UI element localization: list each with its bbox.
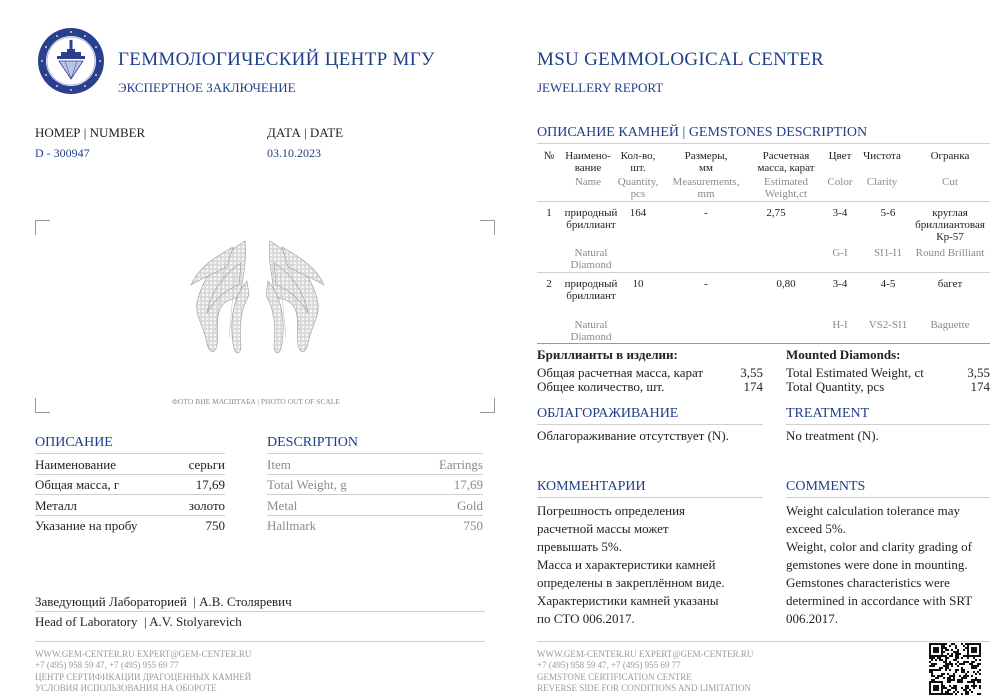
row1-name-en: Natural Diamond xyxy=(570,247,612,271)
desc-ru-label-metal: Металл xyxy=(35,498,77,513)
divider xyxy=(786,497,990,498)
msu-emblem-icon xyxy=(37,27,105,95)
divider xyxy=(35,474,225,475)
description-en-title: DESCRIPTION xyxy=(267,435,359,450)
footer-left-line: УСЛОВИЯ ИСПОЛЬЗОВАНИЯ НА ОБОРОТЕ xyxy=(35,683,217,693)
row2-name-en: Natural Diamond xyxy=(570,319,612,343)
desc-ru-label-item: Наименование xyxy=(35,457,116,472)
gemstones-title: ОПИСАНИЕ КАМНЕЙ | GEMSTONES DESCRIPTION xyxy=(537,125,868,140)
row1-size: - xyxy=(704,207,708,219)
row2-size: - xyxy=(704,278,708,290)
row1-clarity: 5-6 xyxy=(880,207,896,219)
description-ru-title: ОПИСАНИЕ xyxy=(35,435,113,450)
mounted-en-title: Mounted Diamonds: xyxy=(786,347,901,362)
en-title: MSU GEMMOLOGICAL CENTER xyxy=(537,49,824,70)
treatment-en-title: TREATMENT xyxy=(786,406,870,421)
row2-clarity-en: VS2-SI1 xyxy=(868,319,908,331)
row1-color-en: G-I xyxy=(832,247,848,259)
footer-left-line: WWW.GEM-CENTER.RU EXPERT@GEM-CENTER.RU xyxy=(35,649,252,659)
mounted-ru-qty-label: Общее количество, шт. xyxy=(537,379,665,394)
desc-en-label-item: Item xyxy=(267,457,291,472)
row2-name: природный бриллиант xyxy=(564,278,618,302)
divider xyxy=(267,494,483,495)
col-clarity-header: Чистота xyxy=(863,150,901,162)
col-weight-header-en: Estimated Weight,ct xyxy=(764,176,808,200)
desc-ru-label-hallmark: Указание на пробу xyxy=(35,518,138,533)
row1-clarity-en: SI1-I1 xyxy=(873,247,903,259)
signature-ru: Заведующий Лабораторией | А.В. Столяревич xyxy=(35,594,292,609)
row1-weight: 2,75 xyxy=(766,207,786,219)
divider xyxy=(35,611,485,612)
mounted-ru-weight-label: Общая расчетная масса, карат xyxy=(537,365,704,380)
row1-cut-en: Round Brilliant xyxy=(915,247,985,259)
col-size-header: Размеры, мм xyxy=(684,150,728,174)
qr-code-icon xyxy=(929,643,981,695)
photo-frame-corner xyxy=(480,220,495,235)
row2-color: 3-4 xyxy=(832,278,848,290)
divider xyxy=(35,453,225,454)
photo-caption: ФОТО ВНЕ МАСШТАБА | PHOTO OUT OF SCALE xyxy=(172,397,340,406)
divider xyxy=(537,143,990,144)
divider xyxy=(537,201,990,202)
number-value: D - 300947 xyxy=(35,146,90,160)
mounted-en-weight-label: Total Estimated Weight, ct xyxy=(786,365,924,380)
col-qty-header-en: Quantity, pcs xyxy=(617,176,659,200)
comment-ru-line: Погрешность определения xyxy=(537,503,686,518)
col-color-header-en: Color xyxy=(827,176,853,188)
ru-subtitle: ЭКСПЕРТНОЕ ЗАКЛЮЧЕНИЕ xyxy=(118,80,296,95)
col-name-header-en: Name xyxy=(574,176,602,188)
desc-en-value-metal: Gold xyxy=(457,498,483,513)
desc-en-label-weight: Total Weight, g xyxy=(267,477,347,492)
desc-ru-label-weight: Общая масса, г xyxy=(35,477,120,492)
footer-right-line: WWW.GEM-CENTER.RU EXPERT@GEM-CENTER.RU xyxy=(537,649,754,659)
comment-en-line: exceed 5%. xyxy=(786,521,846,536)
treatment-ru-title: ОБЛАГОРАЖИВАНИЕ xyxy=(537,406,679,421)
row1-name: природный бриллиант xyxy=(564,207,618,231)
number-label: НОМЕР | NUMBER xyxy=(35,125,146,140)
footer-divider xyxy=(35,641,485,642)
footer-right-line: GEMSTONE CERTIFICATION CENTRE xyxy=(537,672,692,682)
mounted-ru-weight-value: 3,55 xyxy=(740,365,763,380)
comment-en-line: 006.2017. xyxy=(786,611,838,626)
desc-en-value-item: Earrings xyxy=(438,457,483,472)
comment-ru-line: по СТО 006.2017. xyxy=(537,611,635,626)
desc-en-label-hallmark: Hallmark xyxy=(267,518,317,533)
col-size-header-en: Measurements, mm xyxy=(672,176,740,200)
comment-ru-line: расчетной массы может xyxy=(537,521,669,536)
row2-qty: 10 xyxy=(632,278,644,290)
divider xyxy=(786,424,990,425)
col-clarity-header-en: Clarity xyxy=(866,176,898,188)
treatment-ru-text: Облагораживание отсутствует (N). xyxy=(537,428,729,443)
desc-ru-value-metal: золото xyxy=(188,498,225,513)
divider xyxy=(537,343,990,344)
comment-ru-line: превышать 5%. xyxy=(537,539,622,554)
divider xyxy=(537,497,763,498)
col-cut-header: Огранка xyxy=(930,150,970,162)
comment-ru-line: Масса и характеристики камней xyxy=(537,557,716,572)
comment-en-line: Weight, color and clarity grading of xyxy=(786,539,972,554)
comment-en-line: Weight calculation tolerance may xyxy=(786,503,961,518)
comments-ru-title: КОММЕНТАРИИ xyxy=(537,479,646,494)
divider xyxy=(537,424,763,425)
earrings-photo xyxy=(185,233,330,373)
treatment-en-text: No treatment (N). xyxy=(786,428,879,443)
photo-frame-corner xyxy=(35,398,50,413)
comment-en-line: gemstones were done in mounting. xyxy=(786,557,968,572)
photo-frame-corner xyxy=(480,398,495,413)
en-subtitle: JEWELLERY REPORT xyxy=(537,80,664,95)
mounted-en-qty-value: 174 xyxy=(970,379,990,394)
ru-title: ГЕММОЛОГИЧЕСКИЙ ЦЕНТР МГУ xyxy=(118,49,435,70)
comment-ru-line: определены в закреплённом виде. xyxy=(537,575,725,590)
photo-frame-corner xyxy=(35,220,50,235)
col-num-header: № xyxy=(543,150,555,162)
desc-en-label-metal: Metal xyxy=(267,498,298,513)
footer-right-line: REVERSE SIDE FOR CONDITIONS AND LIMITATION xyxy=(537,683,752,693)
comment-en-line: determined in accordance with SRT xyxy=(786,593,973,608)
divider xyxy=(267,453,483,454)
signature-en: Head of Laboratory | A.V. Stolyarevich xyxy=(35,614,242,629)
row1-color: 3-4 xyxy=(832,207,848,219)
divider xyxy=(35,494,225,495)
comment-en-line: Gemstones characteristics were xyxy=(786,575,950,590)
row1-num: 1 xyxy=(546,207,552,219)
mounted-ru-title: Бриллианты в изделии: xyxy=(537,347,678,362)
col-color-header: Цвет xyxy=(828,150,852,162)
divider xyxy=(537,272,990,273)
row2-weight: 0,80 xyxy=(776,278,796,290)
col-name-header: Наимено- вание xyxy=(565,150,611,174)
footer-left-line: ЦЕНТР СЕРТИФИКАЦИИ ДРАГОЦЕННЫХ КАМНЕЙ xyxy=(35,672,252,682)
col-cut-header-en: Cut xyxy=(942,176,958,188)
row2-clarity: 4-5 xyxy=(880,278,896,290)
mounted-en-weight-value: 3,55 xyxy=(967,365,990,380)
comments-en-title: COMMENTS xyxy=(786,479,866,494)
footer-left-line: +7 (495) 958 59 47, +7 (495) 955 69 77 xyxy=(35,660,179,670)
desc-ru-value-weight: 17,69 xyxy=(195,477,225,492)
row2-cut-en: Baguette xyxy=(930,319,970,331)
row1-cut: круглая бриллиантовая Кр-57 xyxy=(915,207,985,243)
divider xyxy=(267,474,483,475)
row2-cut: багет xyxy=(937,278,963,290)
col-weight-header: Расчетная масса, карат xyxy=(757,150,815,174)
row2-color-en: H-I xyxy=(832,319,848,331)
date-label: ДАТА | DATE xyxy=(267,125,344,140)
comment-ru-line: Характеристики камней указаны xyxy=(537,593,719,608)
date-value: 03.10.2023 xyxy=(267,146,321,160)
mounted-en-qty-label: Total Quantity, pcs xyxy=(786,379,885,394)
desc-en-value-hallmark: 750 xyxy=(463,518,483,533)
divider xyxy=(35,515,225,516)
divider xyxy=(267,515,483,516)
footer-divider xyxy=(537,641,990,642)
col-qty-header: Кол-во, шт. xyxy=(620,150,656,174)
desc-en-value-weight: 17,69 xyxy=(453,477,483,492)
row1-qty: 164 xyxy=(629,207,647,219)
mounted-ru-qty-value: 174 xyxy=(743,379,763,394)
desc-ru-value-item: серьги xyxy=(188,457,225,472)
row2-num: 2 xyxy=(546,278,552,290)
footer-right-line: +7 (495) 958 59 47, +7 (495) 955 69 77 xyxy=(537,660,681,670)
desc-ru-value-hallmark: 750 xyxy=(205,518,225,533)
